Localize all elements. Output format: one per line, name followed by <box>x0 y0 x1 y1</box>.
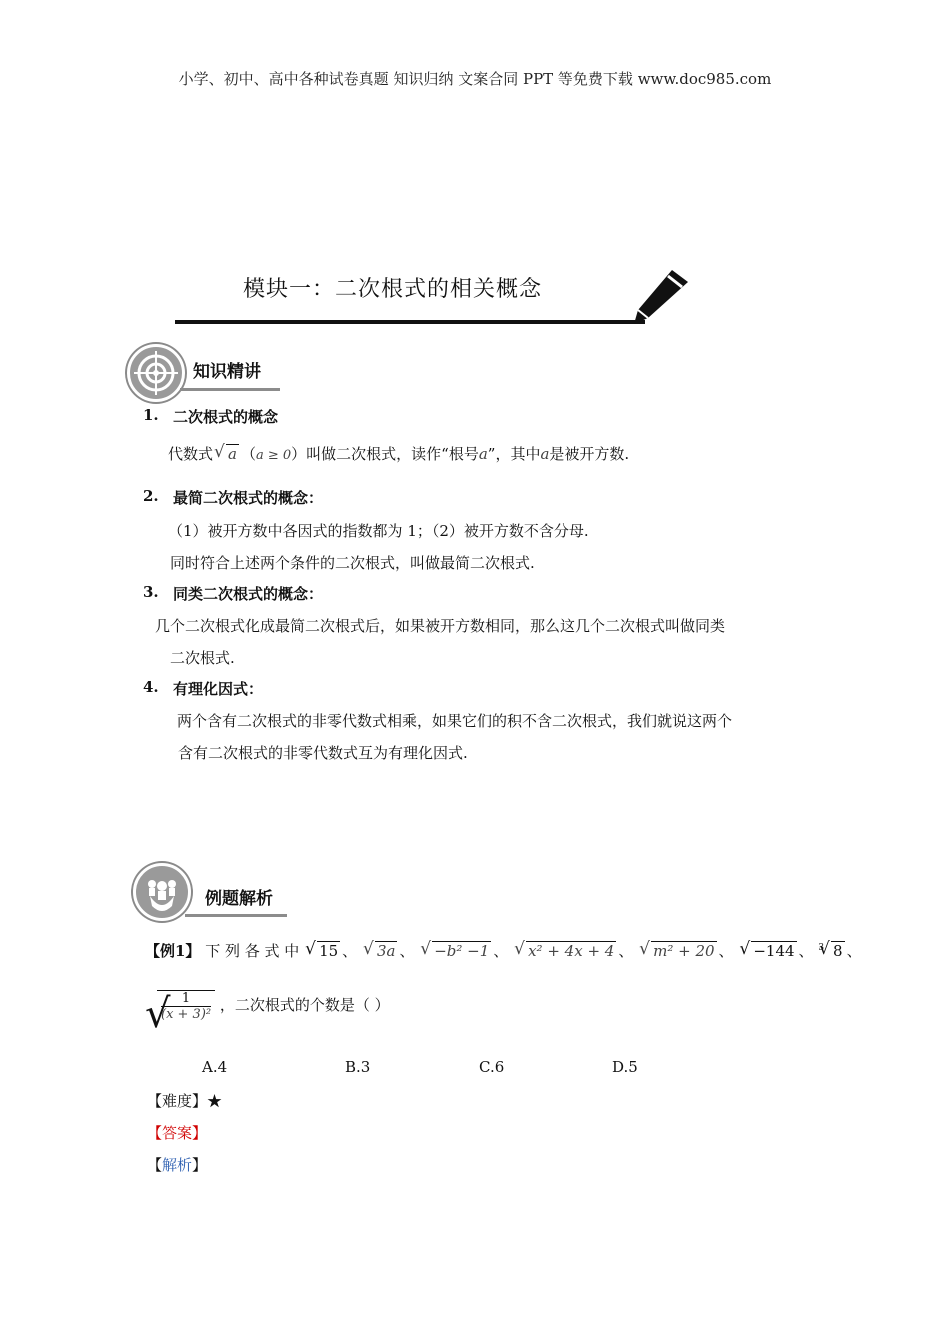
item-number: 2. <box>143 487 159 505</box>
option-d[interactable]: D.5 <box>612 1058 638 1076</box>
section-underline <box>185 914 287 917</box>
radical: √ x² + 4x + 4 <box>515 941 616 960</box>
example-stem: 下 列 各 式 中 <box>205 942 300 960</box>
example-line: 【例1】 下 列 各 式 中 √ 15 、 √ 3a 、 √ −b² −1 、 √ x² + 4x + 4 、 √ m² + 20 、 √ −144 、 $^3$√ 8 、 <box>145 940 862 961</box>
radical: √ −144 <box>740 941 796 960</box>
radical: √ 15 <box>306 941 340 960</box>
example-tag: 【例1】 <box>145 942 201 960</box>
section-underline <box>180 388 280 391</box>
item-body <box>168 443 629 464</box>
text: （ <box>240 445 256 463</box>
text: ）叫做二次根式，读作“根号 <box>291 445 479 463</box>
item-number: 1. <box>143 406 159 424</box>
radical: √ 3a <box>364 941 398 960</box>
variable: a <box>540 445 550 463</box>
text: 代数式 <box>168 445 214 463</box>
text: 是被开方数. <box>549 445 630 463</box>
section-label-examples: 例题解析 <box>205 889 273 909</box>
section-label-knowledge: 知识精讲 <box>193 362 261 382</box>
module-title: 模块一：二次根式的相关概念 <box>243 277 543 302</box>
answer-label: 【答案】 <box>147 1124 208 1142</box>
option-b[interactable]: B.3 <box>345 1058 371 1076</box>
item-body: （1）被开方数中各因式的指数都为 1；（2）被开方数不含分母. <box>168 522 589 540</box>
fraction-denominator: (x + 3)² <box>161 1007 212 1022</box>
example-line-2 <box>145 990 390 1037</box>
difficulty-label: 【难度】 <box>147 1092 208 1110</box>
variable: a <box>478 445 488 463</box>
target-icon <box>127 344 185 402</box>
item-number: 3. <box>143 583 159 601</box>
item-body: 两个含有二次根式的非零代数式相乘，如果它们的积不含二次根式，我们就说这两个 <box>177 712 733 730</box>
star-icon: ★ <box>207 1092 223 1110</box>
item-title: 最简二次根式的概念： <box>173 489 324 507</box>
option-c[interactable]: C.6 <box>479 1058 505 1076</box>
title-rule <box>175 320 645 324</box>
item-number: 4. <box>143 678 159 696</box>
item-title: 有理化因式： <box>173 680 264 698</box>
people-icon <box>133 863 191 921</box>
item-body: 二次根式. <box>170 649 235 667</box>
item-title: 二次根式的概念 <box>173 408 279 426</box>
item-body: 几个二次根式化成最简二次根式后，如果被开方数相同，那么这几个二次根式叫做同类 <box>155 617 726 635</box>
item-title: 同类二次根式的概念： <box>173 585 324 603</box>
difficulty-line <box>147 1090 222 1111</box>
text: ”，其中 <box>487 445 541 463</box>
question-text: ，二次根式的个数是（ ） <box>219 996 390 1014</box>
item-body: 同时符合上述两个条件的二次根式，叫做最简二次根式. <box>170 554 535 572</box>
radical: √ −b² −1 <box>421 941 491 960</box>
pencil-icon <box>628 266 694 328</box>
page-header: 小学、初中、高中各种试卷真题 知识归纳 文案合同 PPT 等免费下载 www.doc985.com <box>178 70 772 88</box>
item-body: 含有二次根式的非零代数式互为有理化因式. <box>178 744 468 762</box>
sqrt-expression: √ a <box>215 444 239 463</box>
radical: √ m² + 20 <box>640 941 716 960</box>
cube-root-index: 3 <box>818 943 825 953</box>
analysis-label: 【解析】 <box>147 1156 208 1174</box>
condition: a ≥ 0 <box>255 448 292 463</box>
option-a[interactable]: A.4 <box>202 1058 228 1076</box>
radical: √ 8 <box>820 941 845 960</box>
fraction-radical: √ $\frac{1}{\text{(x + 3)²}}$ <box>145 990 215 1022</box>
fraction-numerator: 1 <box>161 991 211 1007</box>
